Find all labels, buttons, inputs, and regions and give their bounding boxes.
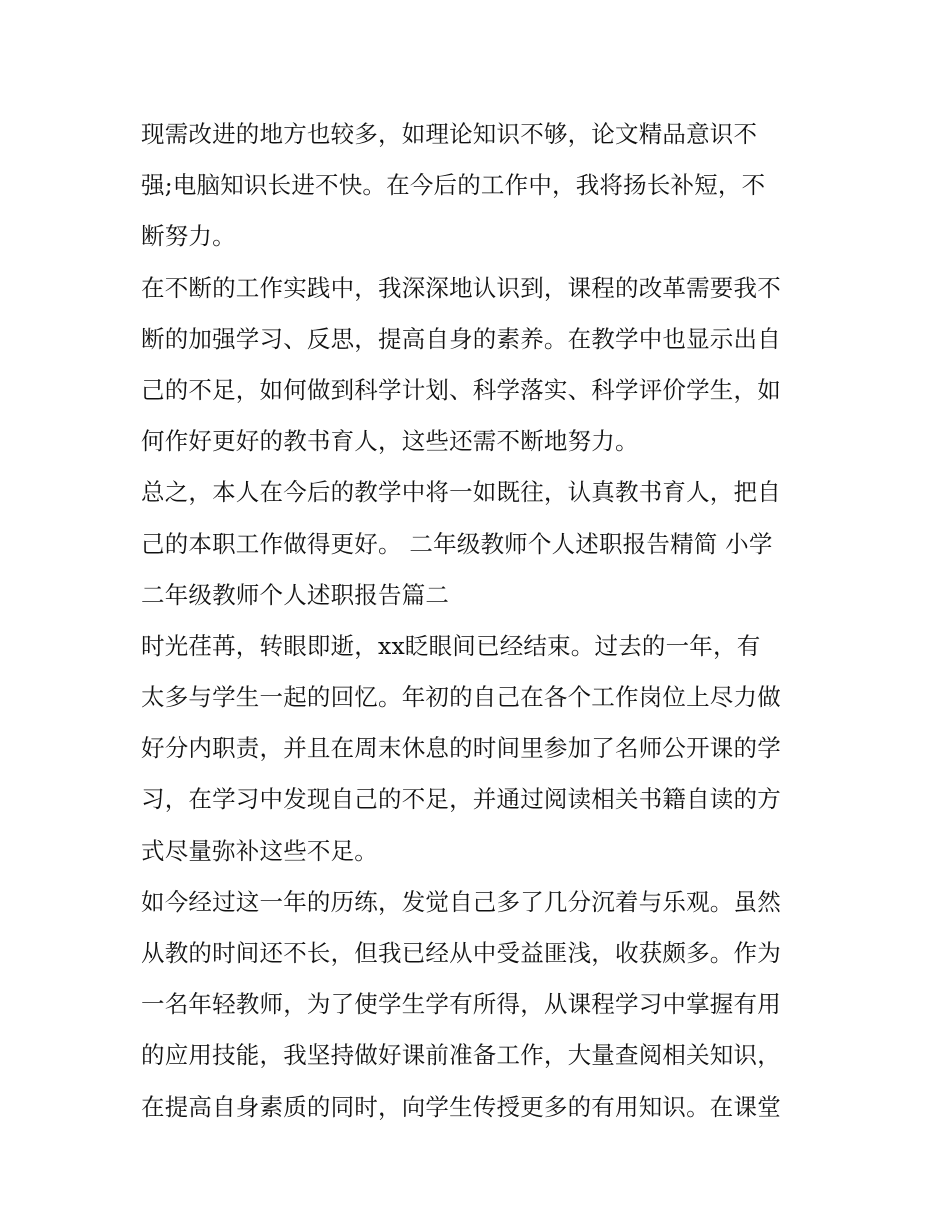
text-line: 己的不足，如何做到科学计划、科学落实、科学评价学生，如 — [141, 375, 781, 404]
text-line: 好分内职责，并且在周末休息的时间里参加了名师公开课的学 — [141, 734, 781, 763]
text-line: 强;电脑知识长进不快。在今后的工作中，我将扬长补短，不 — [141, 171, 766, 200]
text-line: 如今经过这一年的历练，发觉自己多了几分沉着与乐观。虽然 — [141, 887, 781, 916]
text-line: 二年级教师个人述职报告篇二 — [141, 580, 450, 609]
text-line: 在提高自身素质的同时，向学生传授更多的有用知识。在课堂 — [141, 1092, 781, 1121]
text-line: 在不断的工作实践中，我深深地认识到，课程的改革需要我不 — [141, 273, 781, 302]
text-line: 时光荏苒，转眼即逝，xx眨眼间已经结束。过去的一年，有 — [141, 631, 761, 660]
text-line: 一名年轻教师，为了使学生学有所得，从课程学习中掌握有用 — [141, 990, 781, 1019]
text-line: 总之，本人在今后的教学中将一如既往，认真教书育人，把自 — [141, 478, 781, 507]
text-line: 断努力。 — [141, 222, 236, 251]
text-line: 何作好更好的教书育人，这些还需不断地努力。 — [141, 427, 639, 456]
text-line: 己的本职工作做得更好。 二年级教师个人述职报告精简 小学 — [141, 529, 773, 558]
text-line: 式尽量弥补这些不足。 — [141, 836, 378, 865]
text-line: 的应用技能，我坚持做好课前准备工作，大量查阅相关知识， — [141, 1041, 781, 1070]
body-text — [141, 109, 813, 1133]
text-line: 现需改进的地方也较多，如理论知识不够，论文精品意识不 — [141, 120, 758, 148]
text-line: 太多与学生一起的回忆。年初的自己在各个工作岗位上尽力做 — [141, 683, 781, 712]
text-line: 习，在学习中发现自己的不足，并通过阅读相关书籍自读的方 — [141, 785, 781, 814]
text-line: 断的加强学习、反思，提高自身的素养。在教学中也显示出自 — [141, 324, 781, 353]
text-line: 从教的时间还不长，但我已经从中受益匪浅，收获颇多。作为 — [141, 939, 781, 967]
